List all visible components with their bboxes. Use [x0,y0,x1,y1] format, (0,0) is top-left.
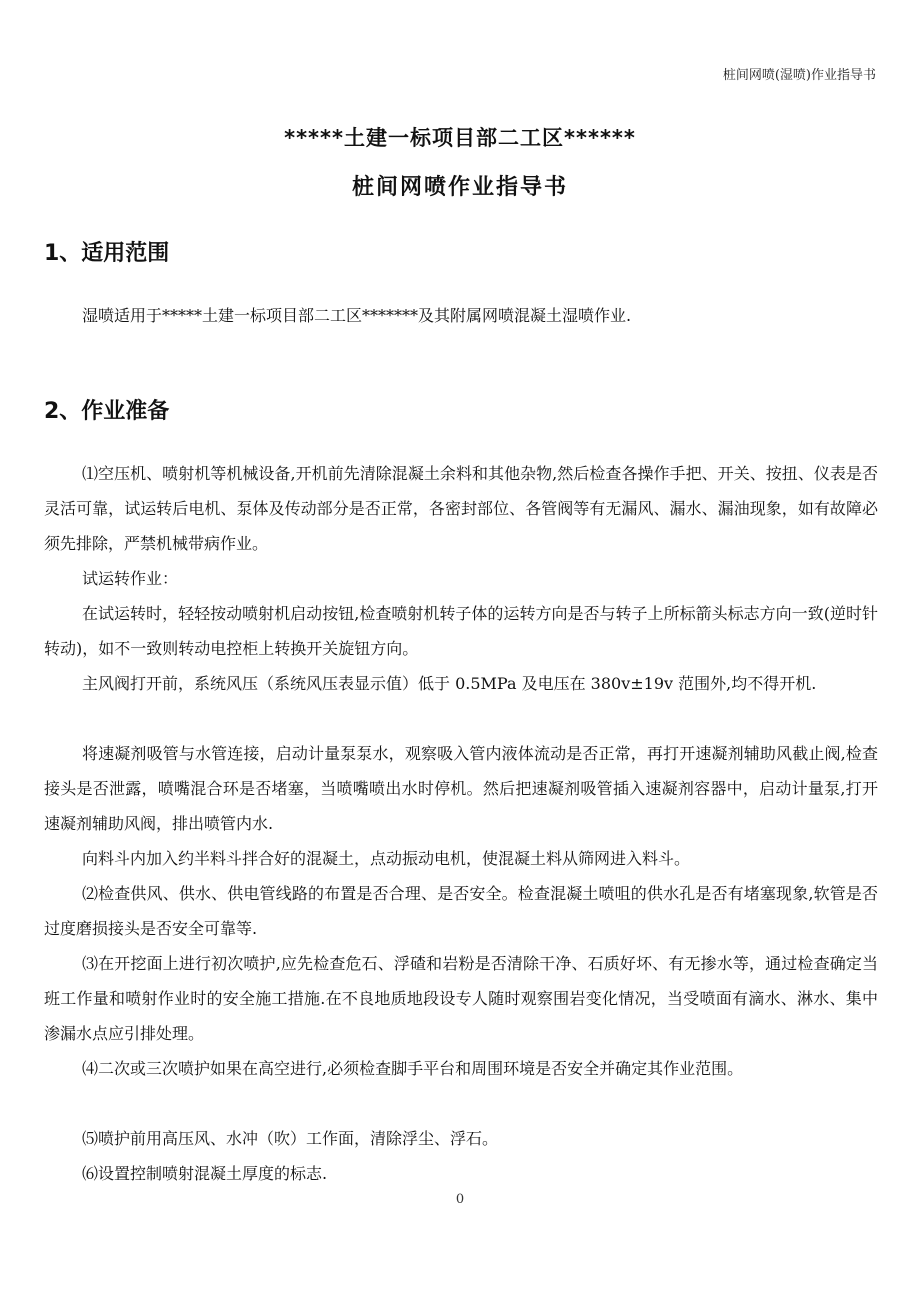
paragraph-second-spray: ⑷二次或三次喷护如果在高空进行,必须检查脚手平台和周围环境是否安全并确定其作业范围。 [82,1059,744,1078]
paragraph-trial-run-label: 试运转作业： [82,569,179,588]
org-title: *****土建一标项目部二工区****** [284,126,636,150]
paragraph-hopper: 向料斗内加入约半料斗拌合好的混凝土，点动振动电机，使混凝土料从筛网进入料斗。 [82,849,691,868]
paragraph-cleaning: ⑸喷护前用高压风、水冲（吹）工作面，清除浮尘、浮石。 [82,1129,499,1148]
paragraph-equipment-check: ⑴空压机、喷射机等机械设备,开机前先清除混凝土余料和其他杂物,然后检查各操作手把、开关、按扭、仪表是否灵活可靠，试运转后电机、泵体及传动部分是否正常，各密封部位、各管阀等有无漏风、漏水、漏油现象，如有故障必须先排除，严禁机械带病作业。 [44,464,878,553]
paragraph-main-valve: 主风阀打开前，系统风压（系统风压表显示值）低于 0.5MPa 及电压在 380v±19v 范围外,均不得开机. [82,674,817,693]
document-title: 桩间网喷作业指导书 [351,175,568,200]
paragraph-supply-lines: ⑵检查供风、供水、供电管线路的布置是否合理、是否安全。检查混凝土喷咀的供水孔是否有堵塞现象,软管是否过度磨损接头是否安全可靠等. [44,884,878,938]
paragraph-scope: 湿喷适用于*****土建一标项目部二工区*******及其附属网喷混凝土湿喷作业. [82,306,632,325]
section-heading-preparation: 2、作业准备 [44,399,170,424]
paragraph-accelerator: 将速凝剂吸管与水管连接，启动计量泵泵水，观察吸入管内液体流动是否正常，再打开速凝剂辅助风截止阀,检查接头是否泄露，喷嘴混合环是否堵塞，当喷嘴喷出水时停机。然后把速凝剂吸管插入速凝剂容器中，启动计量泵,打开速凝剂辅助风阀，排出喷管内水. [44,744,878,833]
section-heading-scope: 1、适用范围 [44,241,170,266]
paragraph-thickness-marker: ⑹设置控制喷射混凝土厚度的标志. [82,1164,328,1183]
paragraph-trial-run: 在试运转时，轻轻按动喷射机启动按钮,检查喷射机转子体的运转方向是否与转子上所标箭头标志方向一致(逆时针转动)，如不一致则转动电控柜上转换开关旋钮方向。 [44,604,878,658]
page-number: 0 [455,1192,465,1207]
paragraph-initial-spray: ⑶在开挖面上进行初次喷护,应先检查危石、浮碴和岩粉是否清除干净、石质好坏、有无掺水等，通过检查确定当班工作量和喷射作业时的安全施工措施.在不良地质地段设专人随时观察围岩变化情况，当受喷面有滴水、淋水、集中渗漏水点应引排处理。 [44,954,878,1043]
running-header: 桩间网喷(湿喷)作业指导书 [722,68,876,83]
